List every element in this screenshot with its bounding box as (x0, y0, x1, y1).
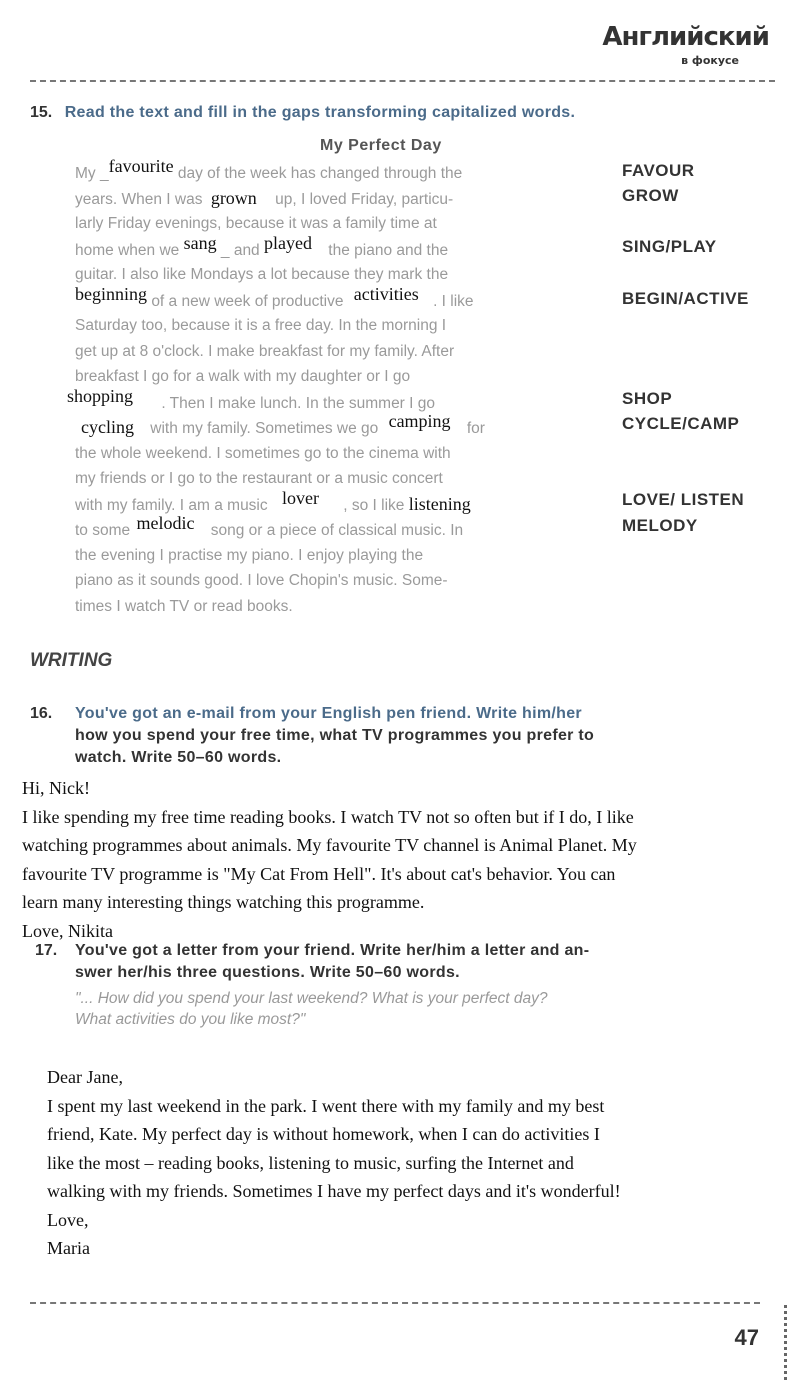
text-line: times I watch TV or read books. (75, 597, 293, 615)
task17-number: 17. (35, 942, 58, 959)
answer-melodic: melodic (136, 513, 195, 533)
task17-quote-line2: What activities do you like most?" (75, 1011, 306, 1028)
fill-in-text (67, 156, 610, 619)
text-line: with my family. I am a music lover , so I like listening (75, 487, 471, 514)
task17-answer (47, 1063, 777, 1263)
page-number: 47 (734, 1325, 759, 1350)
answer-cycling: cycling (81, 417, 134, 437)
text-line: the evening I practise my piano. I enjoy playing the (75, 546, 424, 564)
task17-instruction-line2: swer her/his three questions. Write 50–60 words. (75, 964, 460, 981)
text-line: beginning of a new week of productive activities . I like (75, 283, 474, 310)
text-line: years. When I was grown up, I loved Friday, particu- (75, 187, 454, 208)
task17-body-line: friend, Kate. My perfect day is without homework, when I can do activities I (47, 1124, 600, 1144)
brand-subtitle: в фокусе (681, 54, 739, 67)
brand-logo: Английский (602, 22, 769, 52)
capital-word: MELODY (622, 516, 698, 535)
text-line: larly Friday evenings, because it was a family time at (75, 215, 437, 232)
answer-lover: lover (281, 487, 319, 508)
text-line: cycling with my family. Sometimes we go camping for (81, 411, 485, 437)
task16-header (30, 705, 785, 767)
text-line: Saturday too, because it is a free day. In the morning I (75, 317, 447, 334)
task17-quote-line1: "... How did you spend your last weekend? What is your perfect day? (75, 990, 548, 1007)
answer-sang: sang (183, 232, 217, 253)
task16-instruction-line2: how you spend your free time, what TV programmes you prefer to (75, 727, 595, 744)
text-line: guitar. I also like Mondays a lot because they mark the (75, 266, 449, 283)
capital-word: LOVE/ LISTEN (622, 490, 745, 509)
answer-played: played (264, 232, 312, 253)
task17-body-line: walking with my friends. Sometimes I have my perfect days and it's wonderful! (47, 1181, 621, 1201)
answer-beginning: beginning (75, 283, 147, 304)
section-heading: WRITING (30, 650, 113, 671)
answer-grown: grown (210, 187, 257, 208)
task17-body-line: I spent my last weekend in the park. I went there with my family and my best (47, 1095, 605, 1116)
task16-greeting: Hi, Nick! (22, 778, 90, 798)
task17-header (35, 942, 780, 1029)
story-title: My Perfect Day (320, 137, 442, 154)
capital-word: GROW (622, 186, 679, 205)
task16-body-line: learn many interesting things watching this programme. (22, 892, 425, 912)
answer-shopping: shopping (67, 385, 134, 406)
task16-answer (22, 774, 792, 945)
task16-instruction-line3: watch. Write 50–60 words. (75, 749, 282, 766)
bottom-divider (30, 1302, 760, 1304)
answer-favourite: favourite (108, 156, 174, 176)
text-line: home when we sang _ and played the piano and the (75, 232, 449, 259)
task16-body-line: favourite TV programme is "My Cat From Hell". It's about cat's behavior. You can (22, 863, 616, 884)
text-line: piano as it sounds good. I love Chopin's music. Some- (75, 572, 448, 589)
capital-word: SING/PLAY (622, 237, 717, 256)
answer-listening: listening (408, 493, 471, 514)
task17-instruction-line1: You've got a letter from your friend. Write her/him a letter and an- (75, 942, 590, 959)
task15-header (30, 104, 575, 122)
capital-word: SHOP (622, 389, 673, 408)
task16-number: 16. (30, 705, 53, 722)
task17-greeting: Dear Jane, (47, 1067, 123, 1087)
task15-number: 15. (30, 104, 53, 121)
task16-closing: Love, Nikita (22, 920, 113, 941)
task17-signature: Maria (47, 1238, 90, 1258)
capital-word: FAVOUR (622, 161, 695, 180)
text-line: breakfast I go for a walk with my daughter or I go (75, 368, 411, 385)
text-line: the whole weekend. I sometimes go to the cinema with (75, 444, 451, 462)
task15-instruction: Read the text and fill in the gaps transforming capitalized words. (64, 104, 576, 121)
task16-body-line: I like spending my free time reading books. I watch TV not so often but if I do, I like (22, 806, 634, 827)
text-line: shopping . Then I make lunch. In the summer I go (67, 385, 436, 412)
capital-word: BEGIN/ACTIVE (622, 289, 749, 308)
top-divider (30, 80, 775, 82)
text-line: my friends or I go to the restaurant or a music concert (75, 470, 443, 487)
answer-camping: camping (388, 411, 451, 431)
answer-activities: activities (353, 283, 419, 304)
capital-word: CYCLE/CAMP (622, 414, 740, 433)
task17-body-line: like the most – reading books, listening to music, surfing the Internet and (47, 1152, 574, 1173)
text-line: to some melodic song or a piece of classical music. In (75, 513, 464, 539)
task16-instruction-line1: You've got an e-mail from your English pen friend. Write him/her (75, 705, 582, 722)
text-line: get up at 8 o'clock. I make breakfast for my family. After (75, 342, 455, 360)
text-line: My _favourite day of the week has changed through the (75, 156, 463, 182)
task16-body-line: watching programmes about animals. My favourite TV channel is Animal Planet. My (22, 835, 637, 855)
task17-closing: Love, (47, 1209, 89, 1230)
page-edge-dots (784, 1305, 787, 1380)
